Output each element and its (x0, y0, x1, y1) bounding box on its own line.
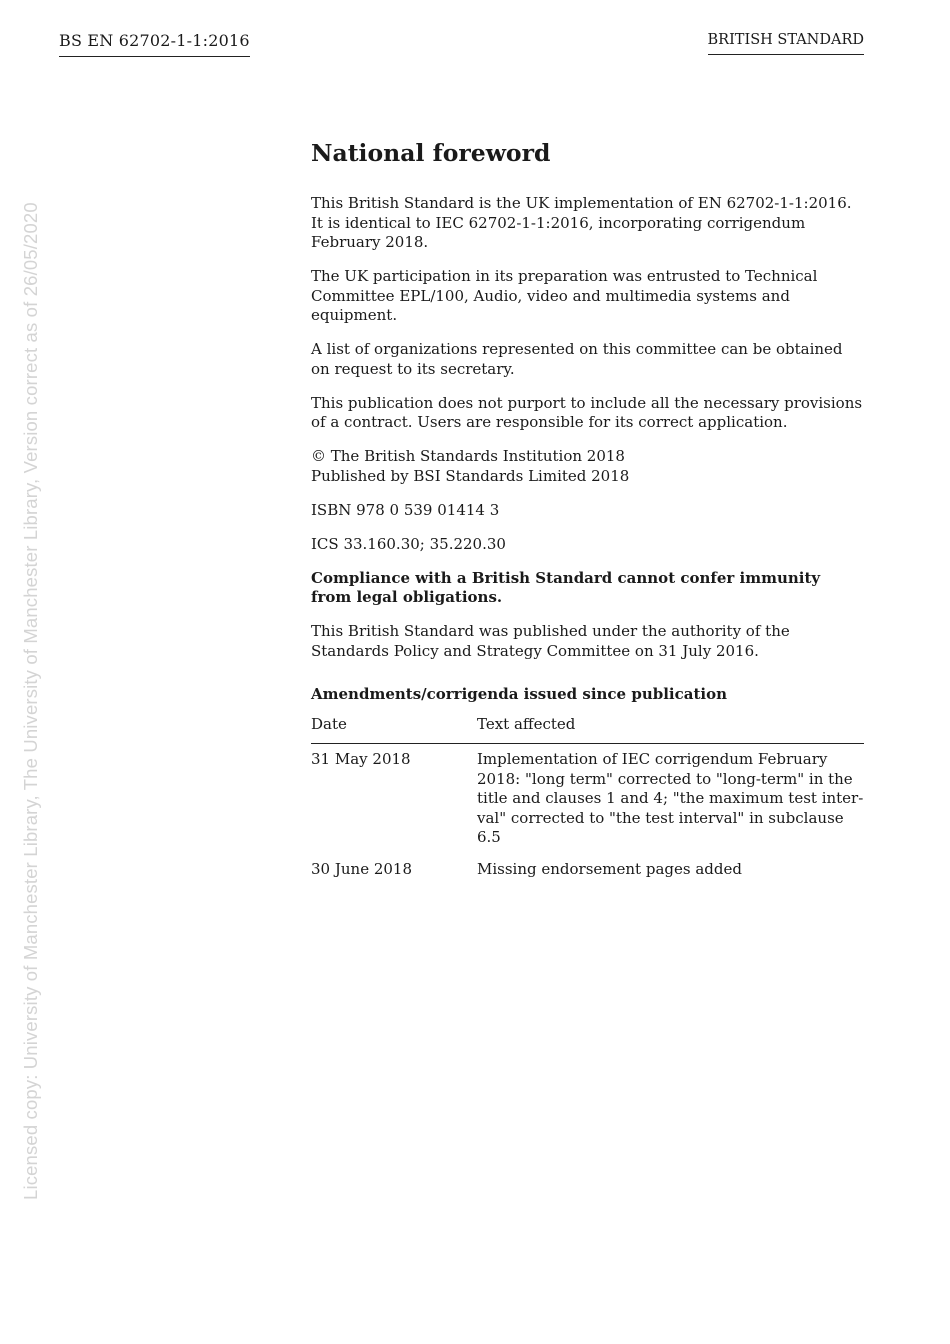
column-header-text-affected: Text affected (477, 713, 864, 744)
amendment-date: 31 May 2018 (311, 750, 411, 768)
table-row (311, 854, 864, 886)
amendments-title: Amendments/corrigenda issued since publication (311, 685, 727, 703)
isbn: ISBN 978 0 539 01414 3 (311, 500, 500, 519)
publisher-line: Published by BSI Standards Limited 2018 (311, 466, 630, 485)
ics: ICS 33.160.30; 35.220.30 (311, 534, 506, 553)
table-header-row (311, 713, 864, 744)
para-organizations: A list of organizations represented on this committee can be obtained on request to its secretary. (311, 340, 843, 378)
para-participation: The UK participation in its preparation was entrusted to Technical Committee EPL/100, Audio, video and multimedia systems and equipment. (311, 267, 818, 324)
para-implementation: This British Standard is the UK implementation of EN 62702-1-1:2016. It is identical to IEC 62702-1-1:2016, incorporating corrigendum February 2018. (311, 194, 852, 251)
compliance-notice: Compliance with a British Standard cannot confer immunity from legal obligations. (311, 568, 821, 606)
page-title: National foreword (311, 139, 551, 167)
amendment-text: Implementation of IEC corrigendum February 2018: "long term" corrected to "long-term" in the title and clauses 1 and 4; "the maximum test inter-val" corrected to "the test interval" in subclause 6.5 (477, 750, 864, 846)
amendments-table (311, 713, 864, 886)
amendment-date: 30 June 2018 (311, 859, 413, 878)
license-watermark: Licensed copy: University of Manchester Library, The University of Manchester Library, Version correct as of 26/05/2020 (20, 202, 41, 1200)
foreword-content (311, 138, 864, 885)
para-contract: This publication does not purport to include all the necessary provisions of a contract. Users are responsible for its correct application. (311, 393, 863, 431)
document-id: BS EN 62702-1-1:2016 (59, 31, 250, 57)
para-authority: This British Standard was published under the authority of the Standards Policy and Strategy Committee on 31 July 2016. (311, 622, 790, 660)
copyright-line: © The British Standards Institution 2018 (311, 447, 625, 465)
copyright-block (311, 447, 864, 486)
amendment-text: Missing endorsement pages added (477, 859, 742, 878)
column-header-date: Date (311, 713, 477, 744)
table-row (311, 744, 864, 854)
standard-type: BRITISH STANDARD (708, 32, 865, 55)
